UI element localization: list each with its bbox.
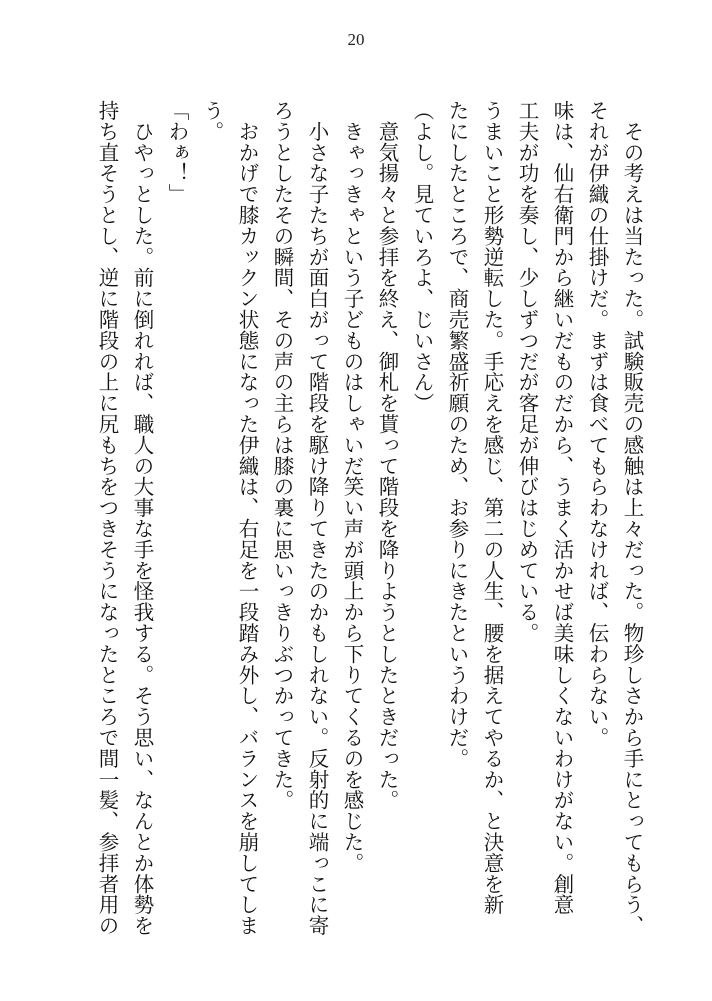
- text-line-4: 工夫が功を奏し、少しずつだが客足が伸びはじめている。: [515, 100, 539, 644]
- text-line-14: 「わぁ！」: [165, 100, 189, 205]
- text-line-8: 意気揚々と参拝を終え、御札を貰って階段を降りようとしたときだった。: [375, 100, 399, 811]
- page-number: 20: [347, 30, 365, 49]
- text-line-12: おかげで膝カックン状態になった伊織は、右足を一段踏み外し、バランスを崩してしま: [235, 100, 259, 936]
- text-line-10: 小さな子たちが面白がって階段を駆け降りてきたのかもしれない。反射的に端っこに寄: [305, 100, 329, 936]
- text-line-1: その考えは当たった。試験販売の感触は上々だった。物珍しさから手にとってもらう、: [620, 100, 644, 936]
- text-line-9: きゃっきゃという子どものはしゃいだ笑い声が頭上から下りてくるのを感じた。: [340, 100, 364, 874]
- text-line-16: 持ち直そうとし、逆に階段の上に尻もちをつきそうになったところで間一髪、参拝者用の: [95, 100, 119, 936]
- text-line-7: （よし。見ていろよ、じいさん）: [410, 100, 434, 414]
- text-line-13: う。: [200, 100, 224, 142]
- text-line-11: ろうとしたその瞬間、その声の主らは膝の裏に思いっきりぶつかってきた。: [270, 100, 294, 811]
- text-line-5: うまいこと形勢逆転した。手応えを感じ、第二の人生、腰を据えてやるか、と決意を新: [480, 100, 504, 916]
- text-line-6: たにしたところで、商売繁盛祈願のため、お参りにきたというわけだ。: [445, 100, 469, 769]
- text-line-3: 味は、仙右衛門から継いだものだから、うまく活かせば美味しくないわけがない。創意: [550, 100, 574, 916]
- text-line-2: それが伊織の仕掛けだ。まずは食べてもらわなければ、伝わらない。: [585, 100, 609, 748]
- text-line-15: ひやっとした。前に倒れれば、職人の大事な手を怪我する。そう思い、なんとか体勢を: [130, 100, 154, 936]
